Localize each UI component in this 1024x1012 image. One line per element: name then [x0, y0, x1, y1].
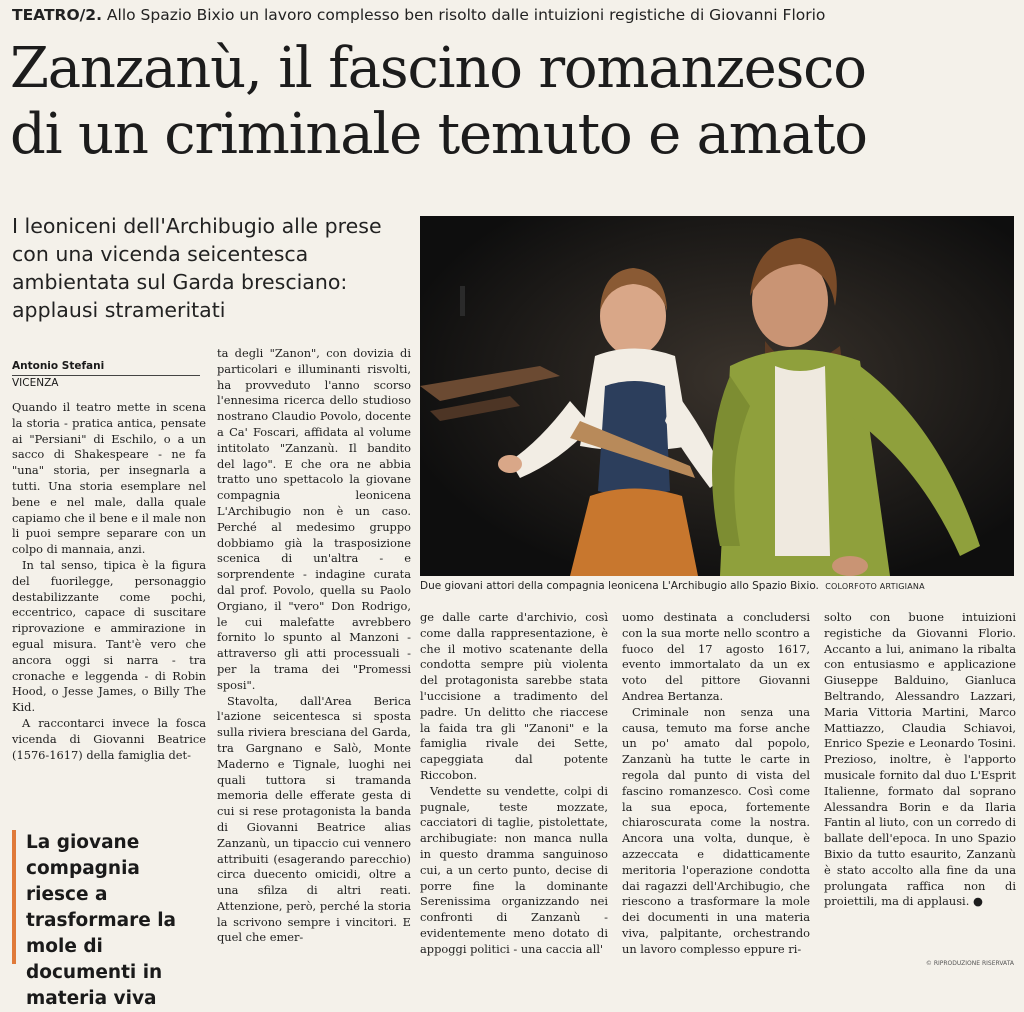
article-column-2 [217, 346, 411, 964]
headline-line-1: Zanzanù, il fascino romanzesco [10, 36, 866, 101]
paragraph: In tal senso, tipica è la figura del fuorilegge, personaggio destabilizzante come pochi, eccentrico, capace di suscitare riprovazione e ammirazione in egual misura. Tant'è vero che ancora oggi si narra - tra cronache e leggenda - di Robin Hood, o Jesse James, o Billy The Kid. [12, 557, 206, 715]
photo-illustration [420, 216, 1014, 576]
paragraph: Quando il teatro mette in scena la storia - pratica antica, pensate ai "Persiani" di Eschilo, o a un sacco di Shakespeare - ne fa "una" storia, per insegnarla a tutti. Una storia esemplare nel bene e nel male, dalla quale capiamo che il bene e il male non li puoi sempre separare con un colpo di mannaia, anzi. [12, 400, 206, 557]
headline [10, 36, 1015, 168]
paragraph: Vendette su vendette, colpi di pugnale, teste mozzate, cacciatori di taglie, pistolettate, archibugiate: non manca nulla in questo dramma sanguinoso cui, a un certo punto, decise di porre fine la dominante Serenissima organizzando nei confronti di Zanzanù - evidentemente meno dotato di appoggi politici - una caccia all' [420, 783, 608, 956]
pull-quote: La giovane compagnia riesce a trasformare la mole di documenti in materia viva [12, 830, 206, 964]
photo-credit: COLORFOTO ARTIGIANA [825, 582, 925, 591]
byline [12, 360, 200, 390]
section-tag: TEATRO/2. [12, 6, 102, 24]
paragraph: A raccontarci invece la fosca vicenda di Giovanni Beatrice (1576-1617) della famiglia det- [12, 715, 206, 762]
article-photo [420, 216, 1014, 576]
headline-line-2: di un criminale temuto e amato [10, 102, 867, 167]
paragraph: Criminale non senza una causa, temuto ma forse anche un po' amato dal popolo, Zanzanù ha tutte le carte in regola dal punto di vista del fascino romanzesco. Così come la sua epoca, fortemente chiaroscurata come la nostra. Ancora una volta, dunque, è azzeccata e didatticamente meritoria l'operazione condotta dai ragazzi dell'Archibugio, che riescono a trasformare la mole dei documenti in una materia viva, palpitante, orchestrando un lavoro complesso eppure ri- [622, 704, 810, 956]
paragraph: uomo destinata a concludersi con la sua morte nello scontro a fuoco del 17 agosto 1617, evento immortalato da un ex voto del pittore Giovanni Andrea Bertanza. [622, 610, 810, 703]
article-column-4 [622, 610, 810, 964]
kicker [12, 6, 1012, 32]
article-column-5 [824, 610, 1016, 964]
copyright-notice: © RIPRODUZIONE RISERVATA [925, 960, 1014, 967]
paragraph: ge dalle carte d'archivio, così come dalla rappresentazione, è che il motivo scatenante della condotta sempre più violenta del protagonista sarebbe stata l'uccisione a tradimento del padre. Un delitto che riaccese la faida tra gli "Zanoni" e la famiglia rivale dei Sette, capeggiata dal potente Riccobon. [420, 610, 608, 782]
paragraph: ta degli "Zanon", con dovizia di particolari e illuminanti risvolti, ha provveduto l'anno scorso l'ennesima ricerca dello studioso nostrano Claudio Povolo, docente a Ca' Foscari, affidata al volume intitolato "Zanzanù. Il bandito del lago". E che ora ne abbia tratto uno spettacolo la giovane compagnia leonicena L'Archibugio non è un caso. Perché al medesimo gruppo dobbiamo già la trasposizione scenica di un'altra - e sorprendente - indagine curata dal prof. Povolo, quella su Paolo Orgiano, il "vero" Don Rodrigo, le cui malefatte avrebbero fornito lo spunto al Manzoni - attraverso gli atti processuali - per la trama dei "Promessi sposi". [217, 346, 411, 692]
kicker-text: Allo Spazio Bixio un lavoro complesso ben risolto dalle intuizioni registiche di Giovanni Florio [106, 6, 826, 24]
article-column-3 [420, 610, 608, 964]
photo-caption [420, 580, 1014, 596]
caption-text: Due giovani attori della compagnia leonicena L'Archibugio allo Spazio Bixio. [420, 580, 819, 592]
subheadline: I leoniceni dell'Archibugio alle prese con una vicenda seicentesca ambientata sul Garda bresciano: applausi strameritati [12, 214, 382, 322]
dateline: VICENZA [12, 375, 200, 390]
author-name: Antonio Stefani [12, 360, 105, 372]
paragraph: Stavolta, dall'Area Berica l'azione seicentesca si sposta sulla riviera bresciana del Garda, tra Gargnano e Salò, Monte Maderno e Tignale, luoghi nei quali tuttora si tramanda memoria delle efferate gesta di cui si rese protagonista la banda di Giovanni Beatrice alias Zanzanù, un tipaccio cui vennero attribuiti (esagerando parecchio) circa duecento omicidi, oltre a una sfilza di altri reati. Attenzione, però, perché la storia la scrivono sempre i vincitori. E quel che emer- [217, 693, 411, 945]
article-column-1 [12, 400, 206, 762]
paragraph: solto con buone intuizioni registiche da Giovanni Florio. Accanto a lui, animano la ribalta con entusiasmo e applicazione Giuseppe Balduino, Gianluca Beltrando, Alessandro Lazzari, Maria Vittoria Martini, Marco Mattiazzo, Claudia Schiavoi, Enrico Spezie e Leonardo Tosini. Prezioso, inoltre, è l'apporto musicale fornito dal duo L'Esprit Italienne, formato dal soprano Alessandra Borin e da Ilaria Fantin al liuto, con un corredo di ballate dell'epoca. In uno Spazio Bixio da tutto esaurito, Zanzanù è stato accolto alla fine da una prolungata raffica non di proiettili, ma di applausi. ● [824, 610, 1016, 909]
